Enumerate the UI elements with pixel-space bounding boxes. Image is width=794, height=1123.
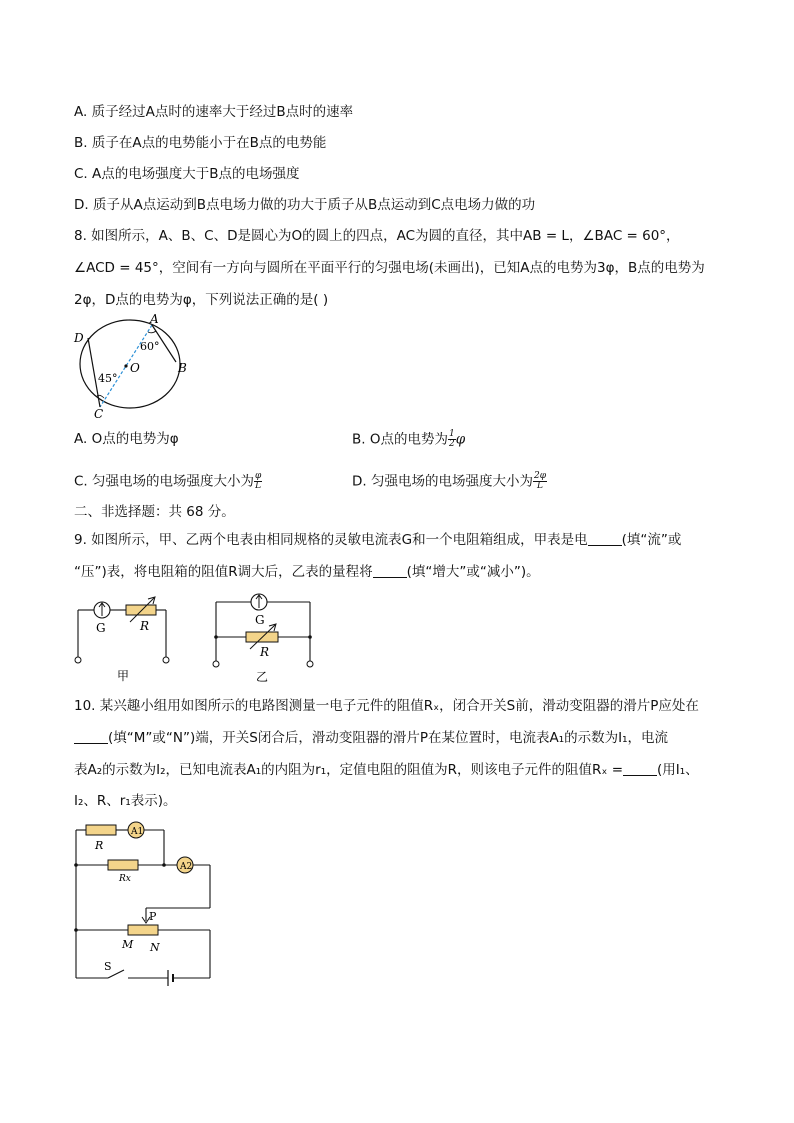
q10-stem-line2: (填“M”或“N”)端，开关S闭合后，滑动变阻器的滑片P在某位置时，电流表A₁的示数为I₁，电流 <box>74 729 668 747</box>
q8-option-d: D. 匀强电场的电场强度大小为 $\frac{2\varphi}{L}$ <box>352 471 547 491</box>
terminal <box>213 661 219 667</box>
label-angle-45: 45° <box>98 372 118 385</box>
circuit-yi <box>213 594 313 684</box>
q8-stem-line1: 8. 如图所示，A、B、C、D是圆心为O的圆上的四点，AC为圆的直径，其中AB = L，∠BAC = 60°， <box>74 228 680 244</box>
label-m: M <box>122 938 134 951</box>
angle-arc-a <box>148 331 156 333</box>
resistor-rx <box>108 860 138 870</box>
resistor-r <box>86 825 116 835</box>
fraction-phi-over-l: $\frac{\varphi}{L}$ <box>255 471 262 491</box>
terminal <box>307 661 313 667</box>
label-b: B <box>178 361 187 375</box>
q7-option-a: A. 质子经过A点时的速率大于经过B点时的速率 <box>74 104 354 120</box>
q8-stem-line3: 2φ，D点的电势为φ，下列说法正确的是( ) <box>74 292 329 308</box>
terminal <box>163 657 169 663</box>
q8-option-a: A. O点的电势为φ <box>74 431 179 447</box>
answer-blank <box>588 531 622 546</box>
label-g: G <box>255 613 265 627</box>
label-r: R <box>260 645 270 659</box>
q8-stem-line2: ∠ACD = 45°，空间有一方向与圆所在平面平行的匀强电场(未画出)，已知A点的电势为3φ，B点的电势为 <box>74 260 705 276</box>
label-p: P <box>149 910 157 923</box>
answer-blank <box>373 563 407 578</box>
q7-option-d: D. 质子从A点运动到B点电场力做的功大于质子从B点运动到C点电场力做的功 <box>74 197 536 213</box>
label-angle-60: 60° <box>140 340 160 353</box>
section-heading: 二、非选择题：共 68 分。 <box>74 504 235 520</box>
q9-stem-line2: “压”)表，将电阻箱的阻值R调大后，乙表的量程将 (填“增大”或“减小”)。 <box>74 564 540 580</box>
fraction-half: $\frac{1}{2}$ <box>448 429 455 449</box>
q10-stem-line4: I₂、R、r₁表示)。 <box>74 793 177 809</box>
label-n: N <box>150 941 160 954</box>
q8-option-c: C. 匀强电场的电场强度大小为 $\frac{\varphi}{L}$ <box>74 471 262 491</box>
label-g: G <box>96 621 106 635</box>
label-s: S <box>104 960 112 973</box>
label-rx: Rx <box>119 874 131 884</box>
q8-option-b: B. O点的电势为 $\frac{1}{2}$ φ <box>352 429 466 449</box>
label-yi: 乙 <box>256 670 269 684</box>
rheostat <box>128 925 158 935</box>
resistor-box <box>126 605 156 615</box>
label-r: R <box>140 619 150 633</box>
label-d: D <box>74 331 84 345</box>
q10-stem-line1: 10. 某兴趣小组用如图所示的电路图测量一电子元件的阻值Rₓ，闭合开关S前，滑动变阻器的滑片P应处在 <box>74 698 699 714</box>
q7-option-b: B. 质子在A点的电势能小于在B点的电势能 <box>74 135 327 151</box>
center-point <box>124 364 127 367</box>
label-c: C <box>94 407 104 420</box>
label-o: O <box>130 361 140 375</box>
terminal <box>75 657 81 663</box>
label-r: R <box>95 839 104 852</box>
label-jia: 甲 <box>117 669 130 683</box>
circuit-jia <box>75 597 169 683</box>
q10-stem-line3: 表A₂的示数为I₂，已知电流表A₁的内阻为r₁，定值电阻的阻值为R，则该电子元件的阻值Rₓ = (用I₁、 <box>74 762 699 778</box>
q10-circuit-figure <box>70 818 220 996</box>
q8-circle-figure <box>70 312 200 420</box>
fraction-2phi-over-l: $\frac{2\varphi}{L}$ <box>533 471 547 491</box>
q7-option-c: C. A点的电场强度大于B点的电场强度 <box>74 166 300 182</box>
answer-blank <box>623 761 657 776</box>
q9-stem-line1: 9. 如图所示，甲、乙两个电表由相同规格的灵敏电流表G和一个电阻箱组成，甲表是电 (填“流”或 <box>74 532 682 548</box>
label-a2: A2 <box>180 862 193 872</box>
label-a: A <box>150 312 159 326</box>
q9-circuit-figure <box>70 592 330 684</box>
answer-blank <box>74 729 108 744</box>
label-a1: A1 <box>131 827 144 837</box>
